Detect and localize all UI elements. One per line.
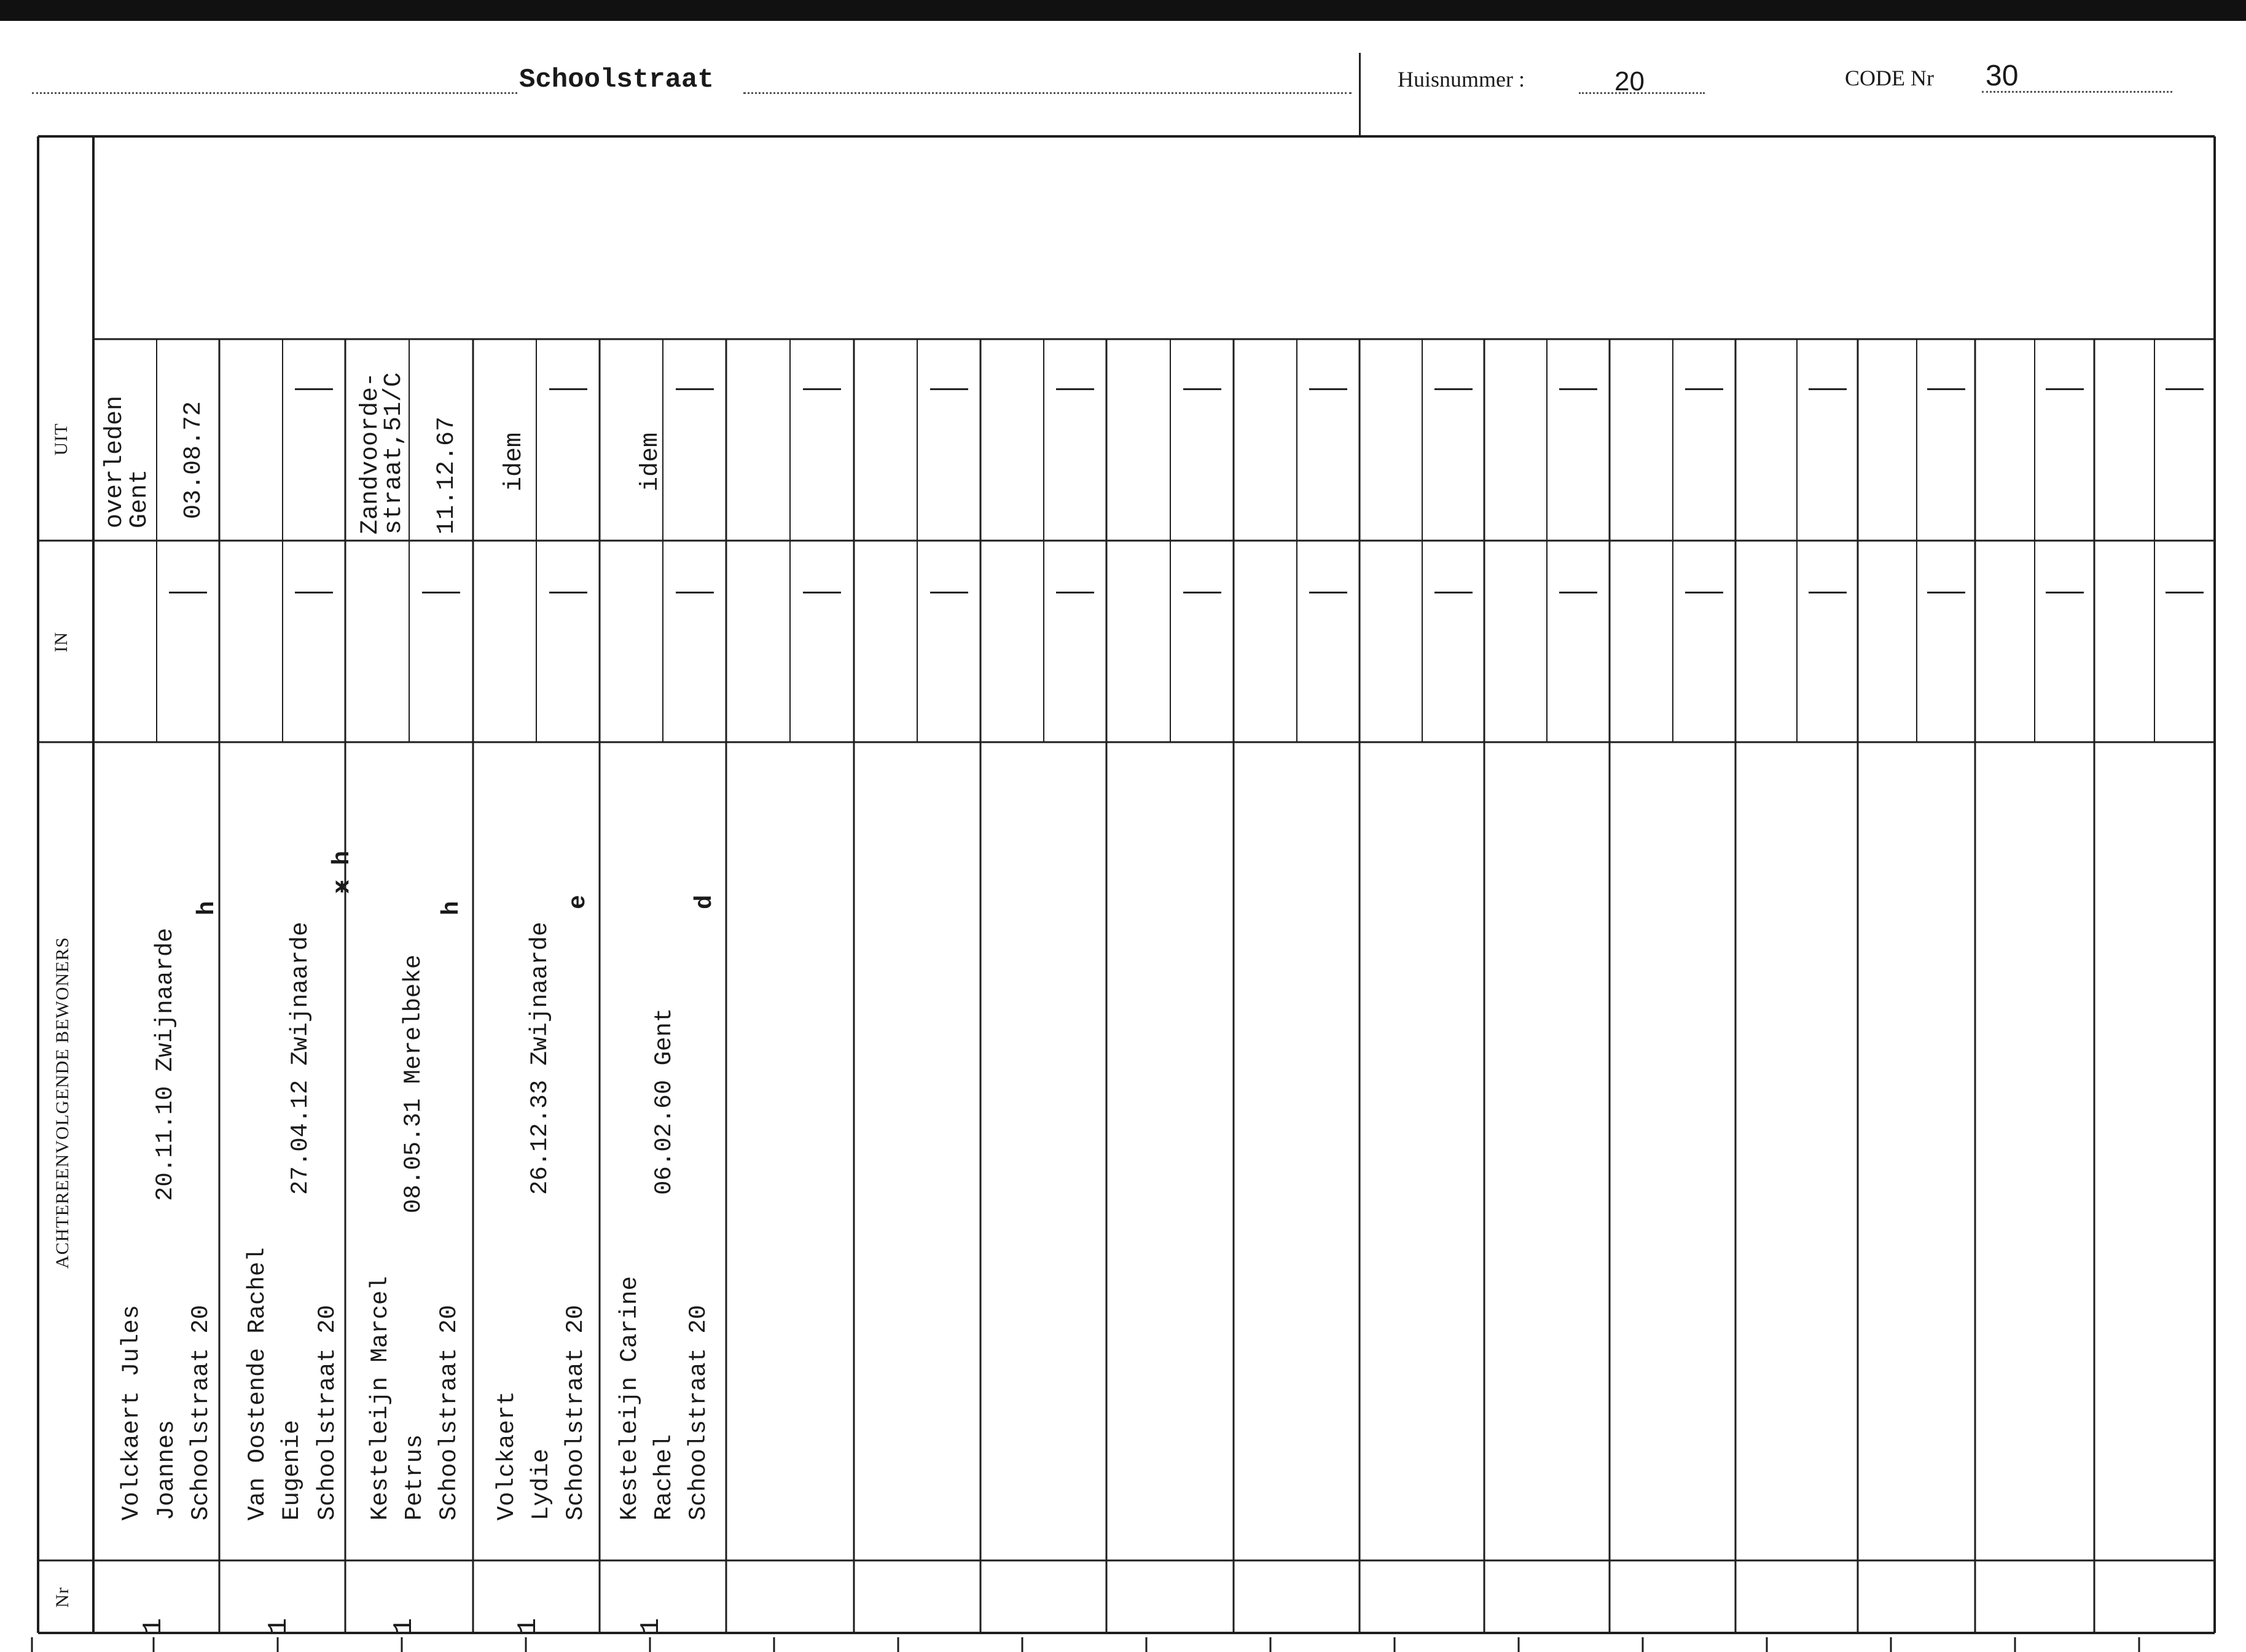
resident-surname: Volckaert [493,1391,520,1521]
empty-dash [1434,388,1473,390]
resident-surname: Volckaert Jules [118,1304,145,1521]
empty-dash [1927,388,1965,390]
resident-birth: 20.11.10 Zwijnaarde [152,928,179,1201]
resident-birth: 26.12.33 Zwijnaarde [526,922,554,1195]
empty-dash [1685,592,1723,593]
uit-place: overleden [101,395,129,528]
uit-place: Zandvoorde- [357,372,385,534]
resident-mark: h [438,901,465,915]
resident-mark: ӿ h [329,850,356,894]
resident-nr: 1 [636,1618,667,1634]
empty-dash [422,592,460,593]
resident-address: Schoolstraat 20 [314,1304,341,1521]
empty-dash [1559,388,1597,390]
resident-given-name: Eugenie [278,1420,305,1521]
resident-address: Schoolstraat 20 [436,1304,463,1521]
empty-dash [1809,592,1847,593]
nr-section-label: Nr [52,1587,72,1608]
resident-birth: 06.02.60 Gent [651,1008,678,1195]
empty-dash [930,388,968,390]
resident-nr: 1 [389,1618,420,1634]
resident-address: Schoolstraat 20 [562,1304,589,1521]
uit-place: idem [501,432,528,491]
empty-dash [1927,592,1965,593]
empty-dash [1309,388,1347,390]
empty-dash [549,592,587,593]
uit-date: 11.12.67 [433,416,461,534]
resident-address: Schoolstraat 20 [187,1304,214,1521]
huisnummer-value: 20 [1614,66,1645,96]
resident-surname: Van Oostende Rachel [244,1247,271,1521]
empty-dash [1056,592,1094,593]
empty-dash [169,592,207,593]
uit-section-label: UIT [51,423,71,456]
bewoners-section-label: ACHTEREENVOLGENDE BEWONERS [52,936,72,1269]
resident-nr: 1 [138,1618,169,1634]
resident-surname: Kesteleijn Carine [616,1276,643,1521]
resident-given-name: Petrus [401,1434,428,1521]
empty-dash [1434,592,1473,593]
resident-nr: 1 [264,1618,294,1634]
code-value: 30 [1986,60,2019,92]
empty-dash [1685,388,1723,390]
uit-date: 03.08.72 [180,401,208,519]
uit-place: idem [637,432,665,491]
empty-dash [676,388,714,390]
empty-dash [803,388,841,390]
resident-given-name: Joannes [153,1420,180,1521]
empty-dash [1183,388,1221,390]
code-label: CODE Nr [1845,66,1934,90]
empty-dash [2166,388,2204,390]
resident-nr: 1 [513,1618,544,1634]
huisnummer-label: Huisnummer : [1398,67,1525,92]
uit-place-2: straat,51/C [380,372,408,534]
empty-dash [1309,592,1347,593]
resident-address: Schoolstraat 20 [685,1304,712,1521]
street-name: Schoolstraat [519,65,714,95]
resident-given-name: Lydie [528,1448,555,1521]
uit-place-2: Gent [126,469,154,528]
resident-birth: 27.04.12 Zwijnaarde [287,922,314,1195]
resident-birth: 08.05.31 Merelbeke [400,954,427,1213]
empty-dash [549,388,587,390]
empty-dash [1183,592,1221,593]
resident-surname: Kesteleijn Marcel [367,1276,394,1521]
empty-dash [930,592,968,593]
empty-dash [676,592,714,593]
resident-mark: e [565,895,592,909]
empty-dash [2166,592,2204,593]
empty-dash [1809,388,1847,390]
empty-dash [1559,592,1597,593]
empty-dash [2046,388,2084,390]
empty-dash [1056,388,1094,390]
resident-given-name: Rachel [651,1434,678,1521]
resident-mark: d [691,895,718,909]
in-section-label: IN [51,632,71,652]
empty-dash [2046,592,2084,593]
empty-dash [295,388,333,390]
resident-mark: h [194,901,221,915]
empty-dash [803,592,841,593]
empty-dash [295,592,333,593]
